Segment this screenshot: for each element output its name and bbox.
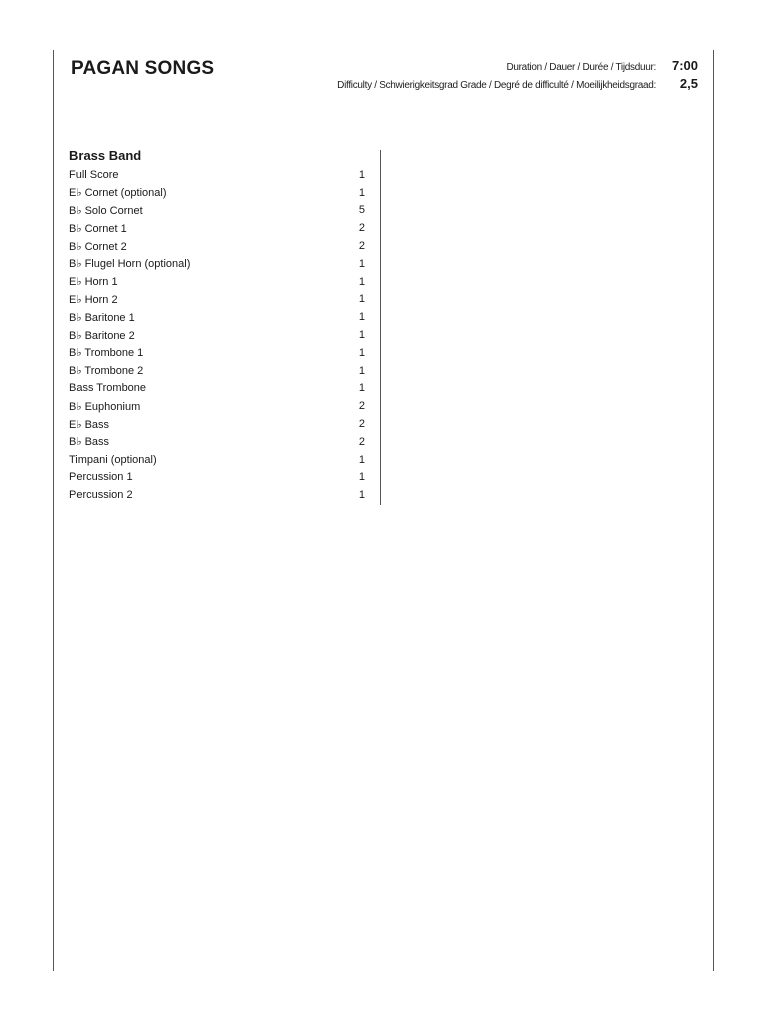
- part-name: B♭ Trombone 1: [69, 347, 144, 360]
- part-name: B♭ Cornet 1: [69, 222, 127, 235]
- part-quantity: 1: [358, 364, 365, 377]
- part-name: B♭ Euphonium: [69, 400, 141, 413]
- part-row: [69, 219, 365, 237]
- part-row: [69, 486, 365, 504]
- section-title: Brass Band: [69, 148, 142, 163]
- page-border-left: [53, 50, 54, 971]
- parts-list: [69, 166, 365, 504]
- part-row: [69, 344, 365, 362]
- page-border-right: [713, 50, 714, 971]
- part-row: [69, 326, 365, 344]
- duration-row: [278, 58, 698, 76]
- part-quantity: 1: [358, 293, 365, 306]
- part-quantity: 2: [358, 240, 365, 253]
- part-quantity: 1: [358, 186, 365, 199]
- part-quantity: 1: [358, 329, 365, 342]
- part-row: [69, 415, 365, 433]
- part-name: E♭ Cornet (optional): [69, 187, 167, 200]
- part-quantity: 2: [358, 222, 365, 235]
- part-quantity: 1: [358, 311, 365, 324]
- part-name: B♭ Bass: [69, 436, 110, 449]
- part-name: B♭ Trombone 2: [69, 365, 144, 378]
- difficulty-value: 2,5: [679, 76, 698, 91]
- part-row: [69, 469, 365, 487]
- part-name: B♭ Baritone 1: [69, 311, 135, 324]
- part-name: Percussion 2: [69, 489, 133, 502]
- part-row: [69, 184, 365, 202]
- part-name: E♭ Horn 2: [69, 293, 118, 306]
- part-row: [69, 202, 365, 220]
- part-name: B♭ Solo Cornet: [69, 204, 143, 217]
- part-name: Percussion 1: [69, 471, 133, 484]
- part-row: [69, 433, 365, 451]
- part-quantity: 1: [358, 168, 365, 181]
- part-row: [69, 380, 365, 398]
- difficulty-label: Difficulty / Schwierigkeitsgrad Grade / Degré de difficulté / Moeilijkheidsgraad:: [337, 80, 656, 91]
- part-quantity: 2: [358, 418, 365, 431]
- part-row: [69, 308, 365, 326]
- part-row: [69, 451, 365, 469]
- part-name: E♭ Horn 1: [69, 276, 118, 289]
- part-row: [69, 237, 365, 255]
- part-quantity: 2: [358, 435, 365, 448]
- duration-value: 7:00: [671, 58, 698, 73]
- part-name: E♭ Bass: [69, 418, 110, 431]
- part-row: [69, 166, 365, 184]
- part-row: [69, 273, 365, 291]
- part-row: [69, 291, 365, 309]
- part-name: Full Score: [69, 168, 119, 181]
- part-quantity: 1: [358, 346, 365, 359]
- part-name: Bass Trombone: [69, 382, 147, 395]
- part-quantity: 5: [358, 204, 365, 217]
- part-quantity: 1: [358, 453, 365, 466]
- part-name: B♭ Baritone 2: [69, 329, 135, 342]
- column-divider: [380, 150, 381, 505]
- part-quantity: 1: [358, 275, 365, 288]
- difficulty-row: [278, 76, 698, 94]
- part-quantity: 1: [358, 489, 365, 502]
- part-row: [69, 362, 365, 380]
- part-name: B♭ Cornet 2: [69, 240, 127, 253]
- part-quantity: 2: [358, 400, 365, 413]
- piece-title: PAGAN SONGS: [71, 58, 215, 79]
- duration-label: Duration / Dauer / Durée / Tijdsduur:: [506, 62, 656, 73]
- part-quantity: 1: [358, 471, 365, 484]
- part-name: B♭ Flugel Horn (optional): [69, 258, 191, 271]
- piece-metadata: [278, 58, 698, 94]
- part-row: [69, 397, 365, 415]
- part-quantity: 1: [358, 257, 365, 270]
- part-name: Timpani (optional): [69, 453, 157, 466]
- part-quantity: 1: [358, 382, 365, 395]
- part-row: [69, 255, 365, 273]
